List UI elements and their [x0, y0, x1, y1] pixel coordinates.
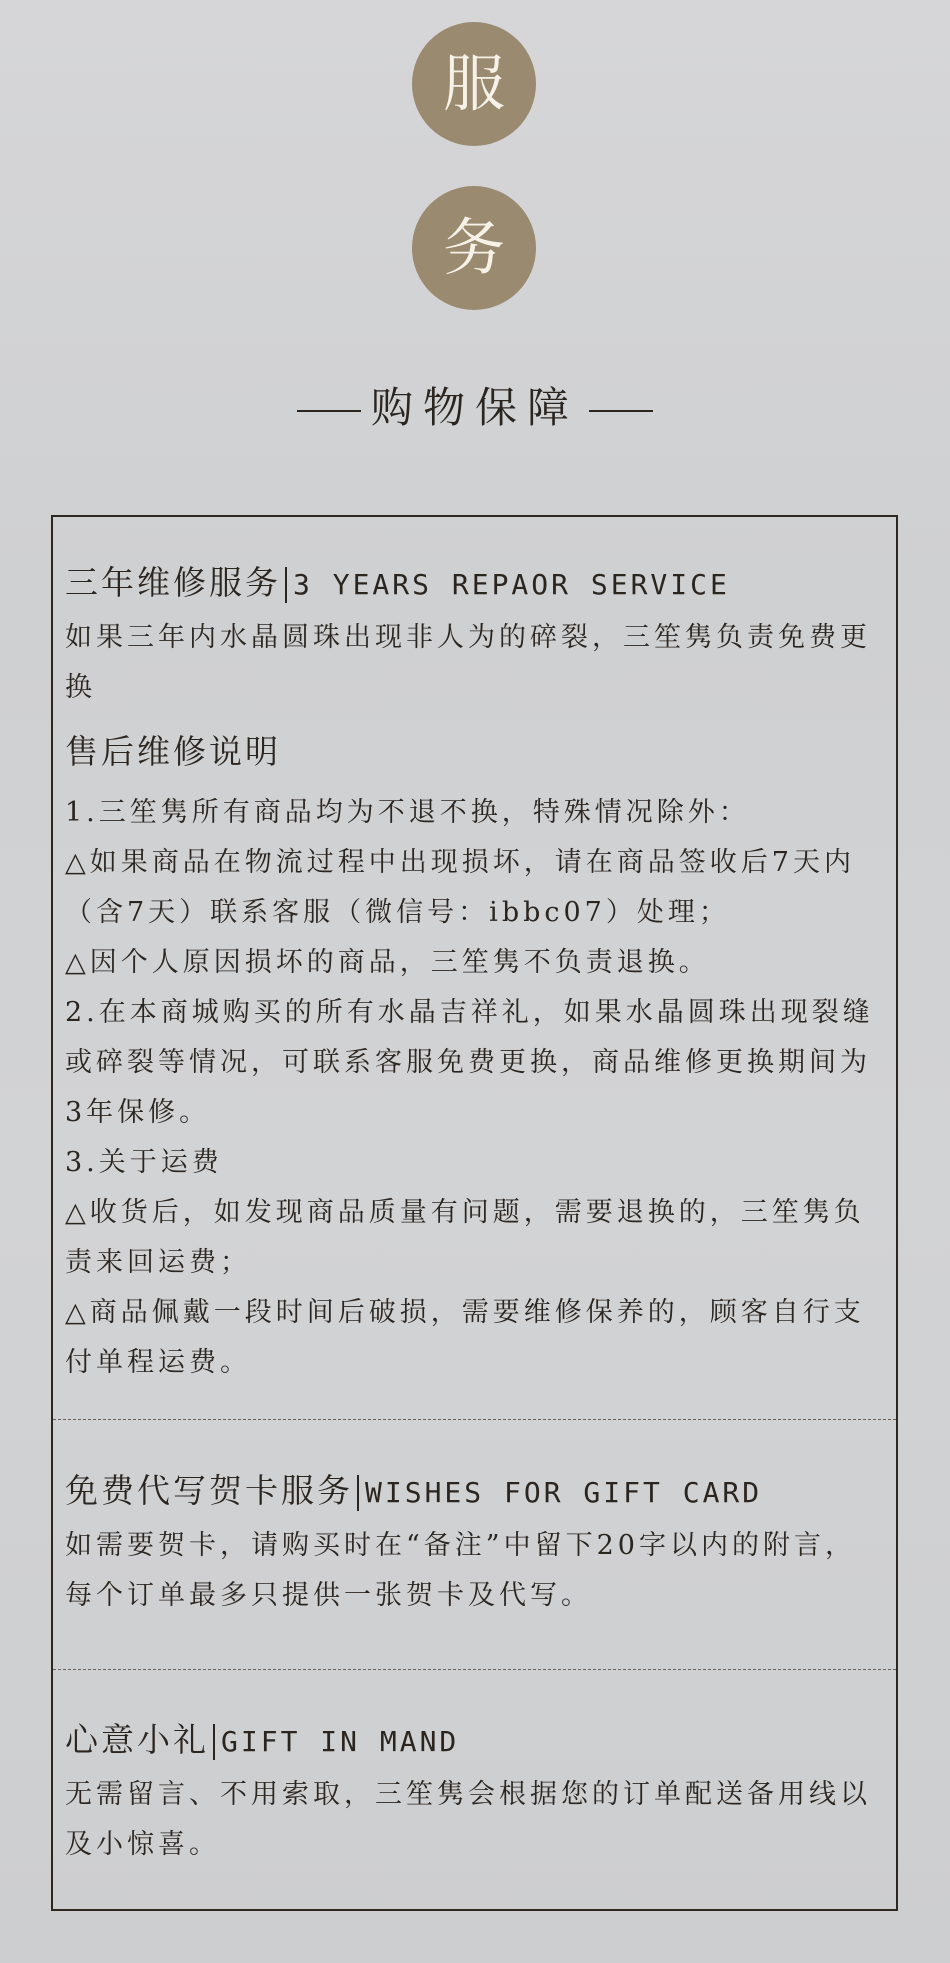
service-char-circle-2	[412, 186, 536, 310]
section-title	[0, 380, 950, 436]
warranty-desc: 如果三年内水晶圆珠出现非人为的碎裂，三笙隽负责免费更换	[65, 622, 871, 703]
heading-separator	[213, 1724, 215, 1760]
after-sales-item: 2.在本商城购买的所有水晶吉祥礼，如果水晶圆珠出现裂缝或碎裂等情况，可联系客服免费更换，商品维修更换期间为3年保修。	[65, 997, 874, 1128]
title-dash-left	[297, 410, 361, 412]
gift-section	[65, 1718, 884, 1870]
warranty-heading	[65, 561, 884, 607]
dashed-divider	[53, 1669, 896, 1670]
section-title-text: 购物保障	[370, 383, 579, 432]
gift-title-en: GIFT IN MAND	[221, 1725, 460, 1758]
after-sales-item: 3.关于运费	[65, 1147, 223, 1178]
after-sales-section	[65, 730, 884, 1388]
after-sales-item: △因个人原因损坏的商品，三笙隽不负责退换。	[65, 947, 710, 978]
gift-card-title-en: WISHES FOR GIFT CARD	[365, 1476, 763, 1509]
title-dash-right	[589, 410, 653, 412]
heading-separator	[357, 1475, 359, 1511]
gift-card-desc: 如需要贺卡，请购买时在“备注”中留下20字以内的附言，每个订单最多只提供一张贺卡及代写。	[65, 1530, 856, 1611]
after-sales-title: 售后维修说明	[65, 732, 281, 771]
service-char-1: 服	[442, 47, 505, 120]
after-sales-item: △如果商品在物流过程中出现损坏，请在商品签收后7天内（含7天）联系客服（微信号：ibbc07）处理；	[65, 847, 855, 928]
after-sales-item: 1.三笙隽所有商品均为不退不换，特殊情况除外：	[65, 797, 750, 828]
service-char-circle-1	[412, 22, 536, 146]
guarantee-box	[51, 515, 898, 1911]
service-char-2: 务	[442, 211, 505, 284]
warranty-title-en: 3 YEARS REPAOR SERVICE	[293, 568, 730, 601]
gift-heading	[65, 1718, 884, 1764]
warranty-title-cn: 三年维修服务	[65, 563, 281, 602]
heading-separator	[285, 567, 287, 603]
after-sales-list	[65, 788, 884, 1388]
after-sales-item: △商品佩戴一段时间后破损，需要维修保养的，顾客自行支付单程运费。	[65, 1297, 865, 1378]
gift-card-section	[65, 1469, 884, 1621]
gift-card-title-cn: 免费代写贺卡服务	[65, 1471, 353, 1510]
dashed-divider	[53, 1419, 896, 1420]
gift-card-heading	[65, 1469, 884, 1515]
gift-title-cn: 心意小礼	[65, 1720, 209, 1759]
after-sales-item: △收货后，如发现商品质量有问题，需要退换的，三笙隽负责来回运费；	[65, 1197, 865, 1278]
gift-desc: 无需留言、不用索取，三笙隽会根据您的订单配送备用线以及小惊喜。	[65, 1779, 871, 1860]
warranty-section	[65, 561, 884, 713]
